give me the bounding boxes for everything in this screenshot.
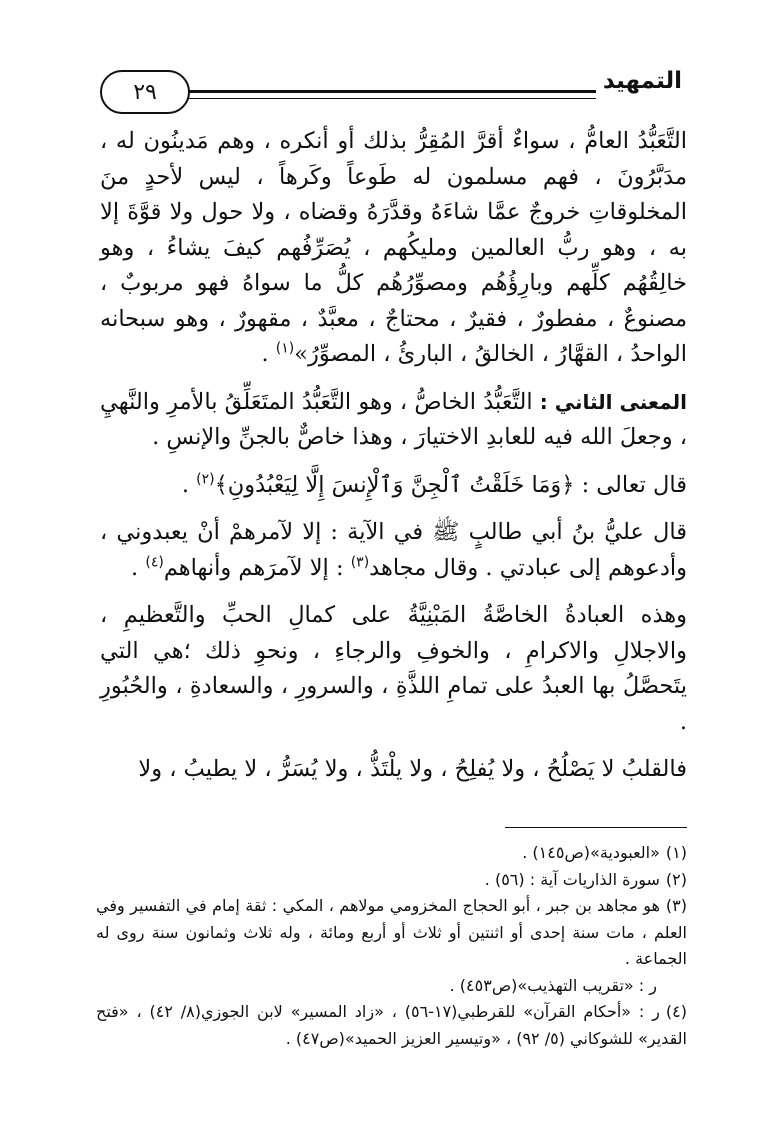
footnote-ref-1: (١): [275, 340, 295, 357]
paragraph-quran-verse: [100, 468, 687, 504]
paragraph-tail: .: [181, 471, 197, 498]
quran-verse: ﴿وَمَا خَلَقْتُ ٱلْجِنَّ وَٱلْإِنسَ إِلَّا لِيَعْبُدُونِ﴾: [214, 471, 575, 498]
paragraph-ali-mujahid: [100, 515, 687, 586]
header-rule: [162, 90, 596, 99]
paragraph-text: التَّعَبُّدُ العامُّ ، سواءٌ أقرَّ المُقِرُّ بذلك أو أنكره ، وهم مَدينُون له ، مدَبَّرُونَ ، فهم مسلمون له طَوعاً وكَرهاً ، ليس لأحدٍ منَ المخلوقاتِ خروجٌ عمَّا شاءَهُ وقدَّرَهُ وقضاه ، ولا حول ولا قوَّةَ إلا به ، وهو ربُّ العالمين ومليكُهم ، يُصَرِّفُهم كيفَ يشاءُ ، وهو خالِقُهُم كلِّهم وبارِؤُهُم ومصوِّرُهُم كلُّ ما سواهُ فهو مربوبٌ ، مصنوعٌ ، مفطورٌ ، فقيرٌ ، محتاجٌ ، معبَّدٌ ، مقهورٌ ، وهو سبحانه الواحدُ ، القهَّارُ ، الخالقُ ، البارئُ ، المصوِّرُ»: [100, 128, 687, 367]
paragraph-tail: .: [131, 554, 146, 581]
paragraph-tail: .: [261, 341, 276, 367]
footnote-number: (٣): [665, 896, 687, 915]
paragraph-text-cont: : إلا لآمرَهم وأنهاهم: [163, 554, 351, 581]
footnote-3: [96, 893, 687, 973]
footnote-ref-3: (٣): [350, 554, 370, 570]
footnote-ref-4: (٤): [145, 554, 164, 570]
paragraph-text: وهذه العبادةُ الخاصَّةُ المَبْنِيَّةُ على كمالِ الحبِّ والتَّعظيمِ ، والاجلالِ والاكرامِ ، والخوفِ والرجاءِ ، ونحوِ ذلك ؛هي التي يتَحصَّلُ بها العبدُ على تمامِ اللذَّةِ ، والسرورِ ، والسعادةِ ، والحُبُورِ .: [100, 602, 687, 735]
main-text: [100, 124, 687, 788]
chapter-title: التمهيد: [602, 68, 682, 94]
paragraph-text: التَّعَبُّدُ الخاصُّ ، وهو التَّعَبُّدُ المتَعَلِّقُ بالأمرِ والنَّهيِ ، وجعلَ الله فيه للعابدِ الاختيارَ ، وهذا خاصٌّ بالجنِّ والإنسِ .: [100, 388, 687, 450]
footnote-text: هو مجاهد بن جبر ، أبو الحجاج المخزومي مولاهم ، المكي : ثقة إمام في التفسير وفي العلم ، مات سنة إحدى أو اثنتين أو ثلاث أو أربع ومائة ، وله ثلاث وثمانون سنة روى له الجماعة .: [96, 896, 687, 968]
footnote-text: «العبودية»(ص١٤٥) .: [522, 843, 660, 862]
paragraph-text: قال عليُّ بنُ أبي طالبٍ ﷺ في الآية : إلا لآمرهمْ أنْ يعبدوني ، وأدعوهم إلى عبادتي . وقال مجاهد: [100, 519, 687, 581]
footnote-number: (٤): [665, 1002, 688, 1021]
paragraph-special-worship: [100, 598, 687, 740]
footnote-text: ر : «أحكام القرآن» للقرطبي(١٧-٥٦) ، «زاد المسير» لابن الجوزي(٨/ ٤٢) ، «فتح القدير» للشوكاني (٥/ ٩٢) ، «وتيسير العزيز الحميد»(ص٤٧) .: [96, 1002, 687, 1048]
paragraph-heart: [100, 752, 687, 788]
paragraph-second-meaning: [100, 385, 687, 456]
page-header: [100, 62, 682, 114]
footnote-source: ر : «تقريب التهذيب»(ص٤٥٣) .: [449, 975, 657, 995]
paragraph-text: فالقلبُ لا يَصْلُحُ ، ولا يُفلِحُ ، ولا يلْتَذُّ ، ولا يُسَرُّ ، لا يطيبُ ، ولا: [138, 756, 687, 782]
footnote-number: (١): [665, 843, 687, 862]
footnote-1: [96, 840, 687, 867]
footnote-4: [96, 999, 687, 1052]
paragraph-general-worship: [100, 124, 687, 373]
footnote-number: (٢): [665, 869, 687, 889]
section-lead: المعنى الثاني :: [539, 389, 687, 414]
footnote-3-source: [96, 973, 687, 1000]
footnote-ref-2: (٢): [196, 471, 215, 487]
page-number: ٢٩: [100, 70, 190, 114]
footnote-2: [96, 867, 687, 894]
footnotes: [96, 840, 687, 1052]
footnote-text: سورة الذاريات آية : (٥٦) .: [484, 869, 660, 889]
footnote-separator: [505, 827, 687, 828]
verse-intro: قال تعالى :: [574, 471, 687, 498]
